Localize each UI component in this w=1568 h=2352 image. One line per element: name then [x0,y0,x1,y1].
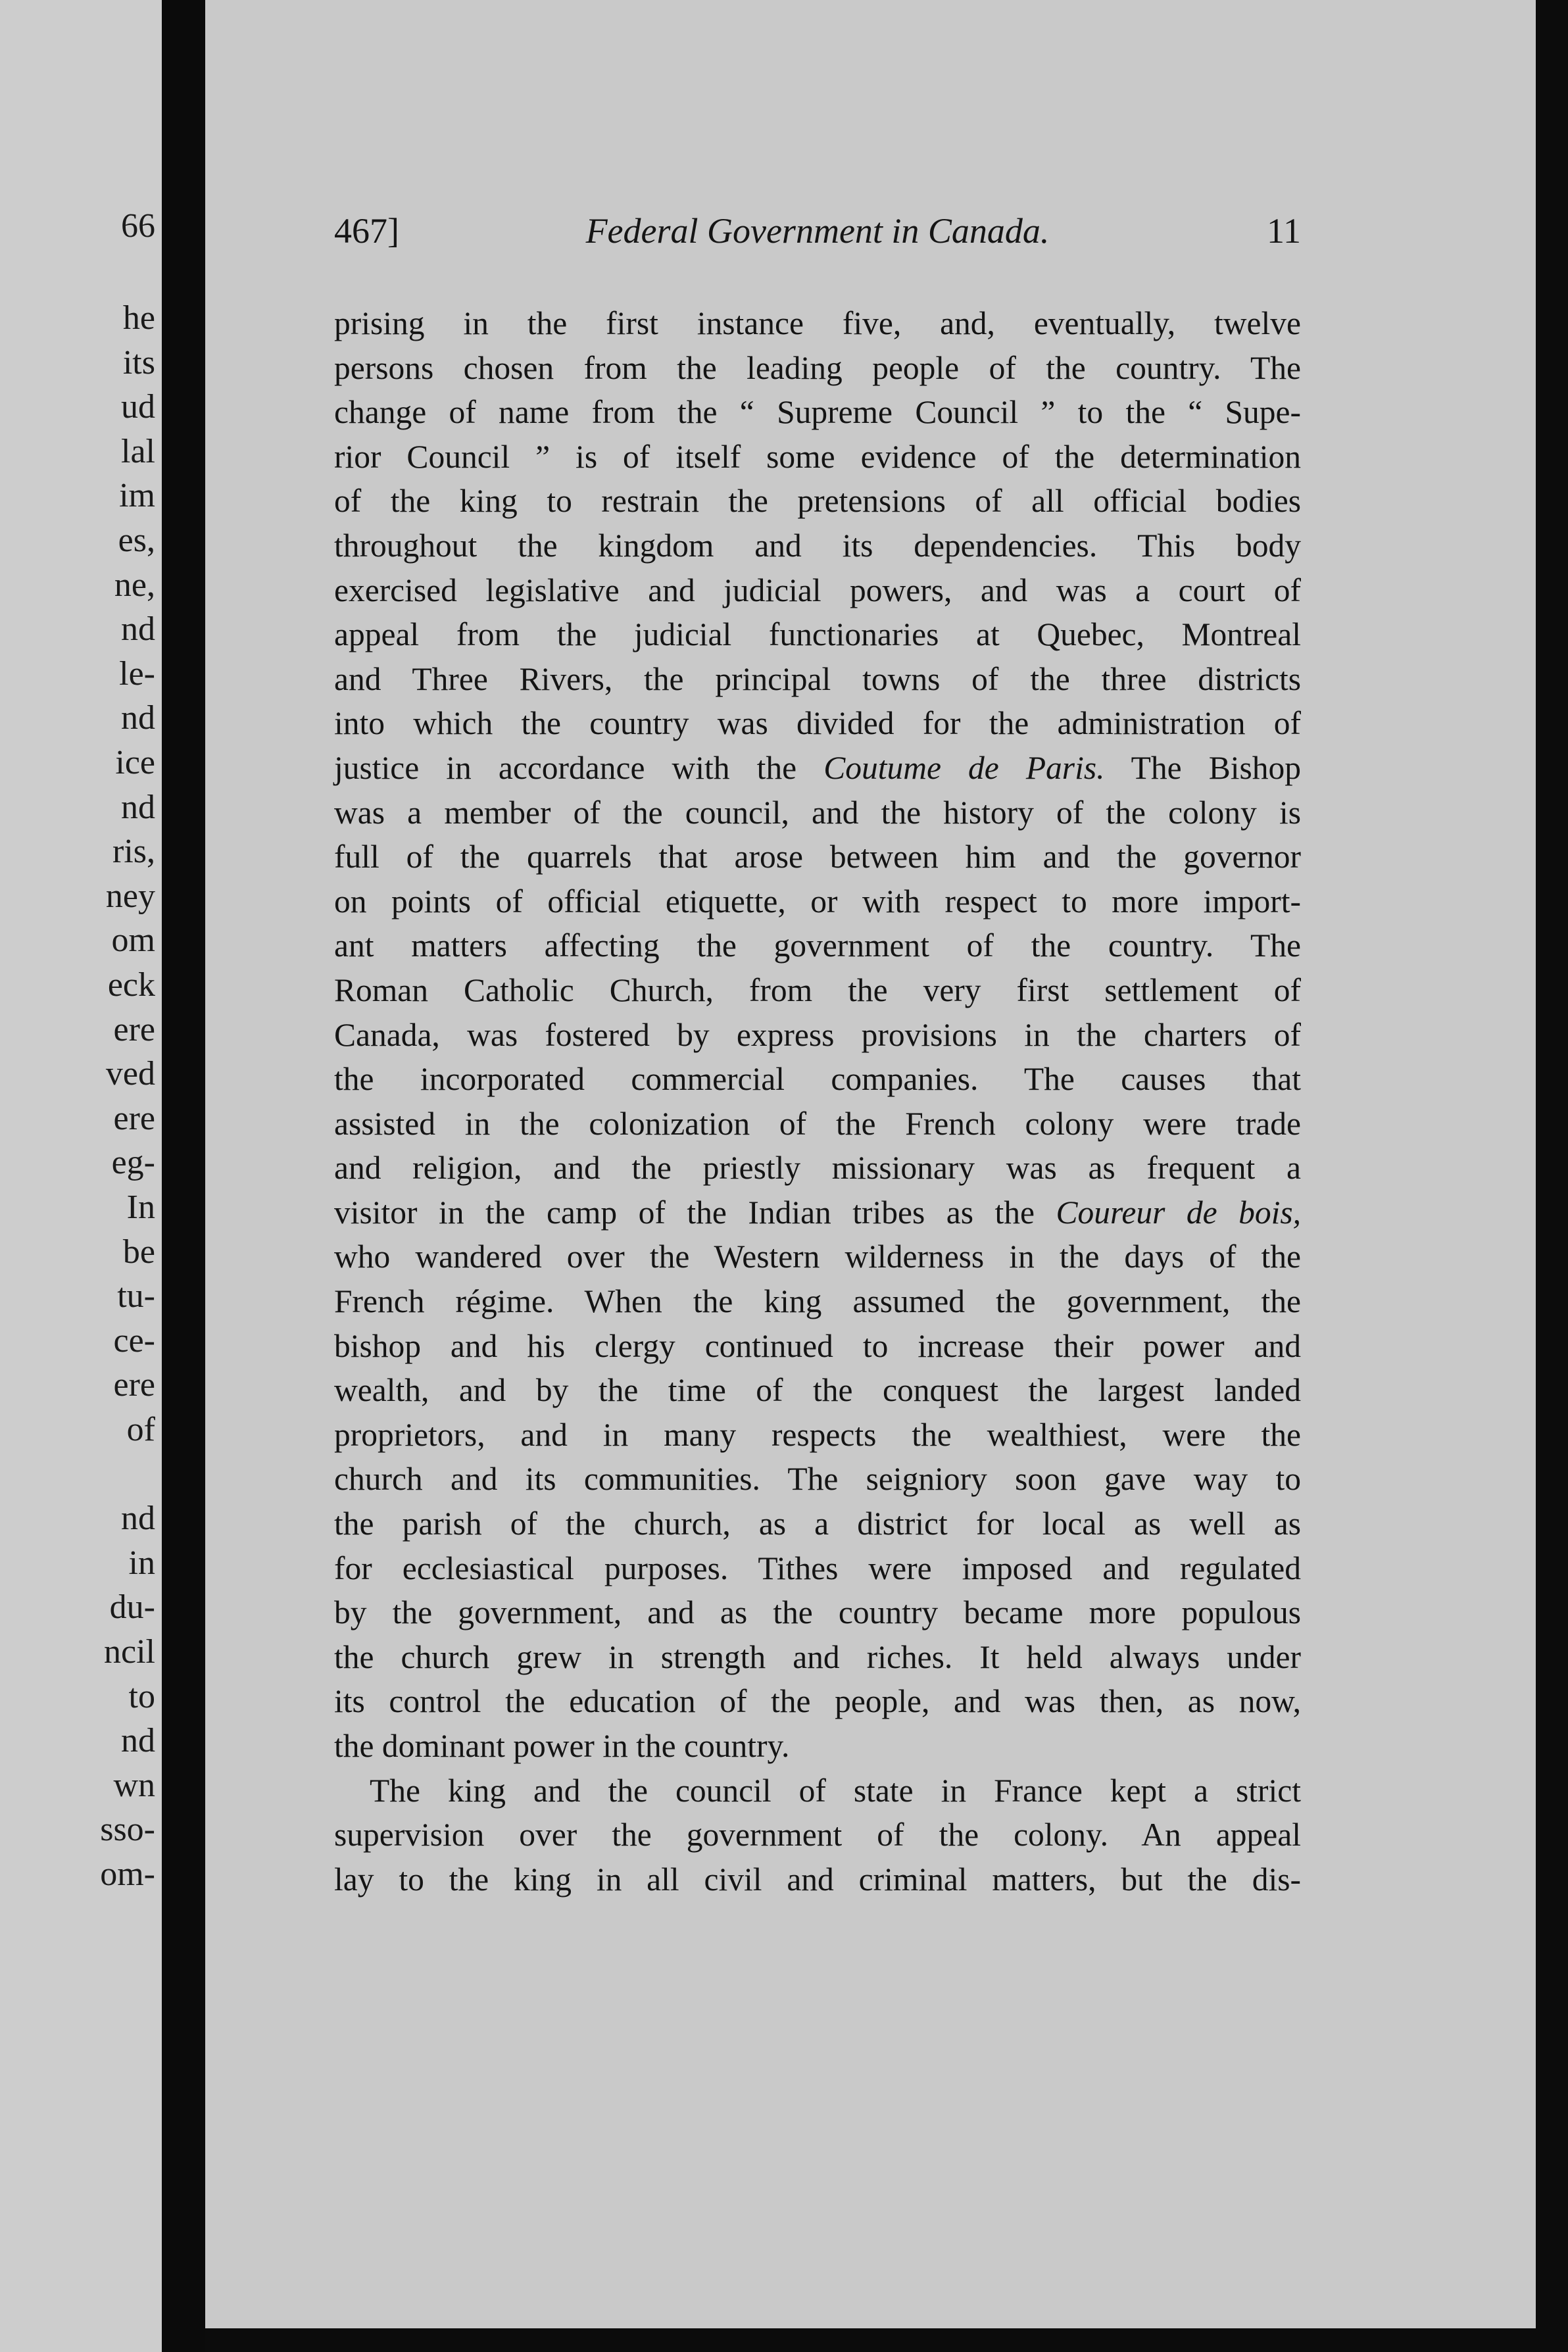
text-line: Canada, was fostered by express provisions in the charters of [334,1016,1301,1053]
text-line: French régime. When the king assumed the government, the [334,1283,1301,1320]
page-body [334,301,1301,1901]
text-line: proprietors, and in many respects the wealthiest, were the [334,1416,1301,1453]
page-number: 11 [1267,211,1301,251]
facing-page-text-fragment: nd [121,1500,155,1538]
facing-page-text-fragment: im [119,477,155,515]
facing-page-text-fragment: its [122,343,155,381]
facing-page-text-fragment: In [126,1188,155,1226]
facing-page-text-fragment: ney [105,877,155,915]
facing-page-text-fragment: ere [113,1010,155,1048]
text-line: and religion, and the priestly missionary was as frequent a [334,1150,1301,1187]
text-line: the church grew in strength and riches. It held always under [334,1638,1301,1675]
facing-page-text-fragment: ris, [112,833,155,871]
facing-page-text-fragment: nd [121,610,155,649]
italic-term: Coureur de bois, [1056,1194,1301,1231]
facing-page-text-fragment: of [126,1411,155,1448]
text-line: wealth, and by the time of the conquest the largest landed [334,1372,1301,1409]
paragraph-1a [334,301,1301,746]
facing-page-text-fragment: be [122,1233,155,1271]
text-line: its control the education of the people, and was then, as now, [334,1683,1301,1720]
text-line: ant matters affecting the government of the country. The [334,927,1301,964]
text-line: by the government, and as the country became more populous [334,1594,1301,1631]
facing-page-text-fragment: in [128,1544,155,1582]
facing-page-text-fragment: ne, [114,566,155,604]
text-line: who wandered over the Western wilderness in the days of the [334,1238,1301,1275]
book-gutter [162,0,205,2352]
text-line: of the king to restrain the pretensions of all official bodies [334,483,1301,520]
paragraph-1c [334,1235,1301,1768]
facing-page-text-fragment: es, [118,522,155,559]
text-line: lay to the king in all civil and criminal matters, but the dis- [334,1861,1301,1898]
text-line: on points of official etiquette, or with respect to more import- [334,883,1301,919]
text-span: justice in accordance with the [334,749,824,786]
facing-page-text-fragment: ere [113,1099,155,1137]
facing-page-text-fragment: ud [121,388,155,426]
text-span: visitor in the camp of the Indian tribes as the [334,1194,1056,1231]
facing-page-text-fragment: ice [115,744,155,781]
facing-page-text-fragment: nd [121,699,155,737]
facing-page-fragment [0,0,162,2352]
facing-page-text-fragment: om [111,921,155,960]
text-line: assisted in the colonization of the French colony were trade [334,1105,1301,1142]
facing-page-number: 66 [121,207,155,245]
facing-page-text-fragment: eck [107,966,155,1004]
facing-page-text-fragment: ved [105,1055,155,1093]
facing-page-text-fragment: wn [113,1766,155,1804]
facing-page-text-fragment: he [122,299,155,337]
text-line: the dominant power in the country. [334,1728,790,1764]
text-line [334,1190,1301,1235]
text-line [334,746,1301,791]
text-line: persons chosen from the leading people of the country. The [334,349,1301,386]
facing-page-text-fragment: tu- [117,1277,155,1315]
text-line: bishop and his clergy continued to increase their power and [334,1327,1301,1364]
text-line: full of the quarrels that arose between him and the governor [334,839,1301,875]
text-line: the parish of the church, as a district for local as well as [334,1506,1301,1542]
text-line: appeal from the judicial functionaries at Quebec, Montreal [334,616,1301,653]
text-line: The king and the council of state in France kept a strict [370,1772,1301,1809]
text-line: Roman Catholic Church, from the very first settlement of [334,971,1301,1008]
text-line: the incorporated commercial companies. The causes that [334,1061,1301,1098]
facing-page-text-fragment: om- [100,1855,155,1893]
facing-page-text-fragment: ce- [113,1321,155,1360]
text-line: and Three Rivers, the principal towns of the three districts [334,660,1301,697]
facing-page-text-fragment: lal [121,432,155,470]
text-line: into which the country was divided for the administration of [334,705,1301,742]
text-line: throughout the kingdom and its dependencies. This body [334,527,1301,564]
facing-page-text-fragment: to [128,1677,155,1715]
text-line: exercised legislative and judicial powers, and was a court of [334,572,1301,608]
header-title: Federal Government in Canada. [585,211,1050,251]
facing-page-text-fragment: ere [113,1366,155,1404]
italic-term: Coutume de Paris. [823,749,1105,786]
paragraph-2 [334,1769,1301,1902]
facing-page-text-fragment: nd [121,788,155,826]
paragraph-1b [334,791,1301,1190]
text-line: for ecclesiastical purposes. Tithes were imposed and regulated [334,1550,1301,1586]
facing-page-text-fragment: eg- [111,1144,155,1182]
header-page-ref: 467] [334,211,399,251]
facing-page-text-fragment: le- [119,654,155,693]
text-line: supervision over the government of the colony. An appeal [334,1817,1301,1853]
facing-page-text-fragment: nd [121,1722,155,1760]
running-header [334,210,1301,263]
text-line: change of name from the “ Supreme Council ” to the “ Supe- [334,394,1301,431]
facing-page-text-fragment: sso- [100,1811,155,1849]
text-line: church and its communities. The seigniory soon gave way to [334,1461,1301,1498]
text-line: prising in the first instance five, and, eventually, twelve [334,305,1301,341]
facing-page-text-fragment: du- [109,1588,155,1627]
text-line: rior Council ” is of itself some evidence of the determination [334,438,1301,475]
text-span: The Bishop [1104,749,1301,786]
text-line: was a member of the council, and the history of the colony is [334,794,1301,831]
facing-page-text-fragment: ncil [104,1633,155,1671]
